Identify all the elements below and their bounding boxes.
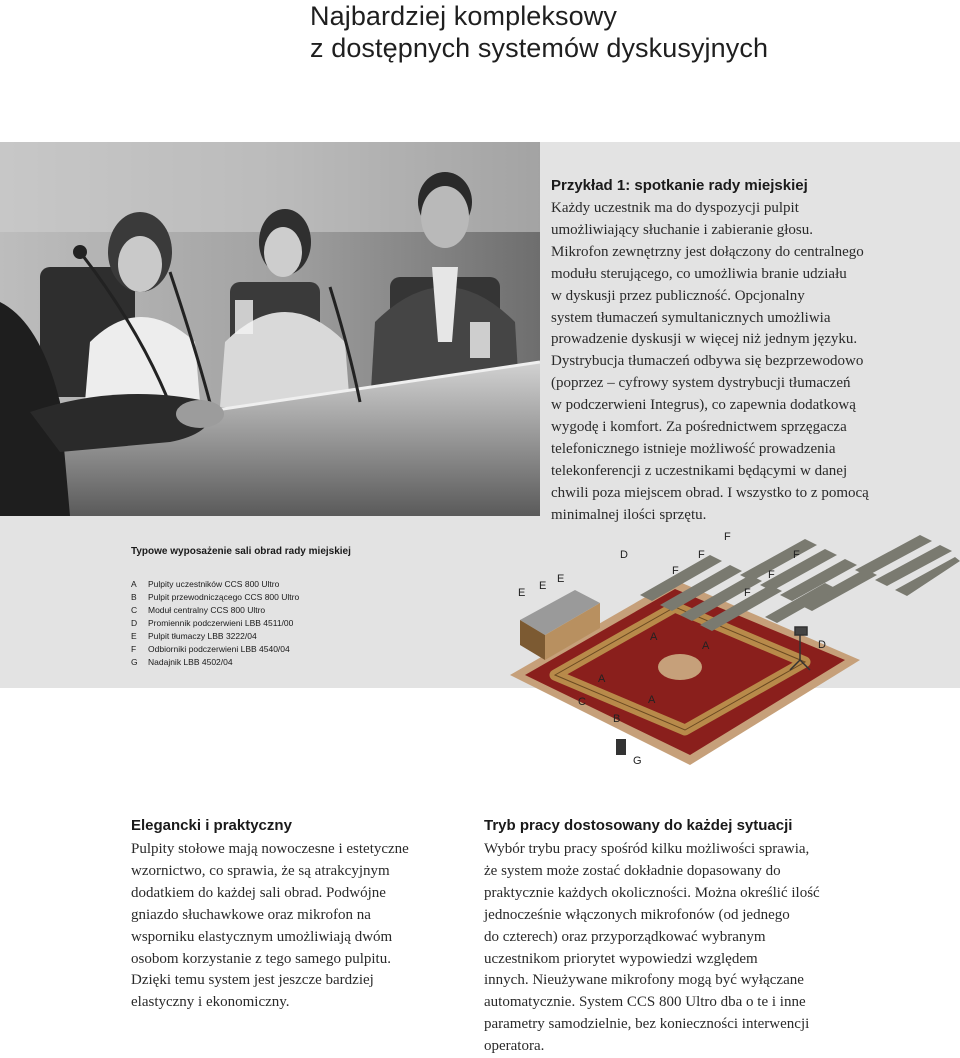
text-line: Dzięki temu system jest jeszcze bardziej — [131, 972, 374, 989]
text-line: że system może zostać dokładnie dopasowany do — [484, 862, 781, 879]
plan-label-f: F — [793, 549, 800, 561]
example-line: Dystrybucja tłumaczeń odbywa się bezprzewodowo — [551, 353, 864, 370]
plan-label-a: A — [702, 640, 710, 652]
feature-elegant — [131, 815, 461, 1014]
feature-mode — [484, 815, 864, 1058]
legend-heading: Typowe wyposażenie sali obrad rady miejskiej — [131, 546, 351, 557]
plan-label-a: A — [650, 631, 658, 643]
example-line: w podczerwieni Integrus), co zapewnia dodatkową — [551, 397, 856, 414]
text-line: praktycznie każdych okoliczności. Można określić ilość — [484, 884, 820, 901]
example-line: wygodę i komfort. Za pośrednictwem sprzęgacza — [551, 419, 847, 436]
legend-text: Pulpity uczestników CCS 800 Ultro — [148, 579, 280, 589]
plan-label-a: A — [598, 673, 606, 685]
plan-label-f: F — [724, 531, 731, 543]
feature-mode-heading: Tryb pracy dostosowany do każdej sytuacji — [484, 817, 793, 834]
text-line: wzornictwo, co sprawia, że są atrakcyjnym — [131, 862, 390, 879]
example-line: w dyskusji przez publiczność. Opcjonalny — [551, 287, 805, 304]
plan-label-f: F — [698, 549, 705, 561]
text-line: do czterech) oraz przyporządkować wybranym — [484, 928, 766, 945]
example-line: prowadzenie dyskusji w więcej niż jednym języku. — [551, 331, 858, 348]
plan-label-c: C — [578, 696, 586, 708]
legend-text: Promiennik podczerwieni LBB 4511/00 — [148, 618, 294, 628]
example-line: Mikrofon zewnętrzny jest dołączony do centralnego — [551, 243, 864, 260]
legend-text: Nadajnik LBB 4502/04 — [148, 657, 233, 667]
plan-label-e: E — [539, 580, 547, 592]
text-line: dodatkiem do każdej sali obrad. Podwójne — [131, 884, 386, 901]
legend-text: Moduł centralny CCS 800 Ultro — [148, 605, 266, 615]
plan-label-d: D — [620, 549, 628, 561]
text-line: Pulpity stołowe mają nowoczesne i estetyczne — [131, 841, 409, 857]
plan-label-f: F — [768, 569, 775, 581]
text-line: innych. Nieużywane mikrofony mogą być wyłączane — [484, 972, 804, 989]
text-line: wsporniku elastycznym umożliwiają dwóm — [131, 928, 393, 945]
legend-list — [131, 578, 511, 669]
text-line: uczestnikom priorytet wypowiedzi względem — [484, 950, 758, 967]
plan-label-e: E — [557, 573, 565, 585]
legend-item — [131, 617, 511, 630]
text-line: gniazdo słuchawkowe oraz mikrofon na — [131, 906, 371, 923]
legend-item — [131, 604, 511, 617]
plan-label-f: F — [672, 565, 679, 577]
example-line: (poprzez – cyfrowy system dystrybucji tłumaczeń — [551, 375, 851, 392]
example-line: Każdy uczestnik ma do dyspozycji pulpit — [551, 200, 799, 216]
legend-text: Odbiorniki podczerwieni LBB 4540/04 — [148, 644, 290, 654]
transmitter — [616, 739, 626, 755]
title-line-1: Najbardziej kompleksowy — [310, 1, 617, 31]
plan-label-g: G — [633, 755, 642, 767]
legend-key: A — [131, 579, 137, 589]
plan-label-f: F — [744, 587, 751, 599]
legend-key: C — [131, 605, 138, 615]
example-line: modułu sterującego, co umożliwia branie udziału — [551, 265, 847, 282]
plan-label-a: A — [648, 694, 656, 706]
legend-key: G — [131, 657, 138, 667]
text-line: jednocześnie włączonych mikrofonów (od jednego — [484, 906, 790, 923]
floor-emblem — [658, 654, 702, 680]
legend-key: E — [131, 631, 137, 641]
feature-elegant-text — [131, 839, 461, 1014]
feature-elegant-heading: Elegancki i praktyczny — [131, 817, 292, 834]
legend-item — [131, 591, 511, 604]
plan-label-e: E — [518, 587, 526, 599]
legend-text: Pulpit tłumaczy LBB 3222/04 — [148, 631, 257, 641]
plan-label-d: D — [818, 639, 826, 651]
feature-mode-text — [484, 839, 864, 1058]
example-line: telekonferencji z uczestnikami będącymi w danej — [551, 462, 848, 479]
example-heading: Przykład 1: spotkanie rady miejskiej — [551, 177, 808, 194]
legend-item — [131, 656, 511, 669]
legend-key: D — [131, 618, 138, 628]
legend-item — [131, 578, 511, 591]
audience-chairs — [640, 535, 960, 631]
example-line: umożliwiający słuchanie i zabieranie głosu. — [551, 221, 813, 238]
example-block — [551, 176, 951, 527]
text-line: automatycznie. System CCS 800 Ultro dba o te i inne — [484, 994, 806, 1011]
example-line: system tłumaczeń symultanicznych umożliwia — [551, 309, 831, 326]
legend-item — [131, 643, 511, 656]
example-text — [551, 198, 951, 527]
room-plan-illustration — [500, 525, 960, 775]
meeting-photo — [0, 142, 540, 516]
text-line: elastyczny i ekonomiczny. — [131, 994, 290, 1011]
text-line: operatora. — [484, 1038, 545, 1055]
legend-text: Pulpit przewodniczącego CCS 800 Ultro — [148, 592, 300, 602]
example-line: minimalnej ilości sprzętu. — [551, 506, 707, 523]
equipment-legend — [131, 545, 511, 669]
title-line-2: z dostępnych systemów dyskusyjnych — [310, 33, 769, 63]
example-line: telefonicznego istnieje możliwość prowadzenia — [551, 440, 836, 457]
legend-item — [131, 630, 511, 643]
page-title — [310, 0, 768, 64]
legend-key: B — [131, 592, 137, 602]
text-line: osobom korzystanie z tego samego pulpitu. — [131, 950, 391, 967]
example-line: chwili poza miejscem obrad. I wszystko to z pomocą — [551, 484, 869, 501]
text-line: parametry samodzielnie, bez konieczności interwencji — [484, 1016, 810, 1033]
text-line: Wybór trybu pracy spośród kilku możliwości sprawia, — [484, 841, 810, 857]
legend-key: F — [131, 644, 137, 654]
plan-label-b: B — [613, 713, 621, 725]
